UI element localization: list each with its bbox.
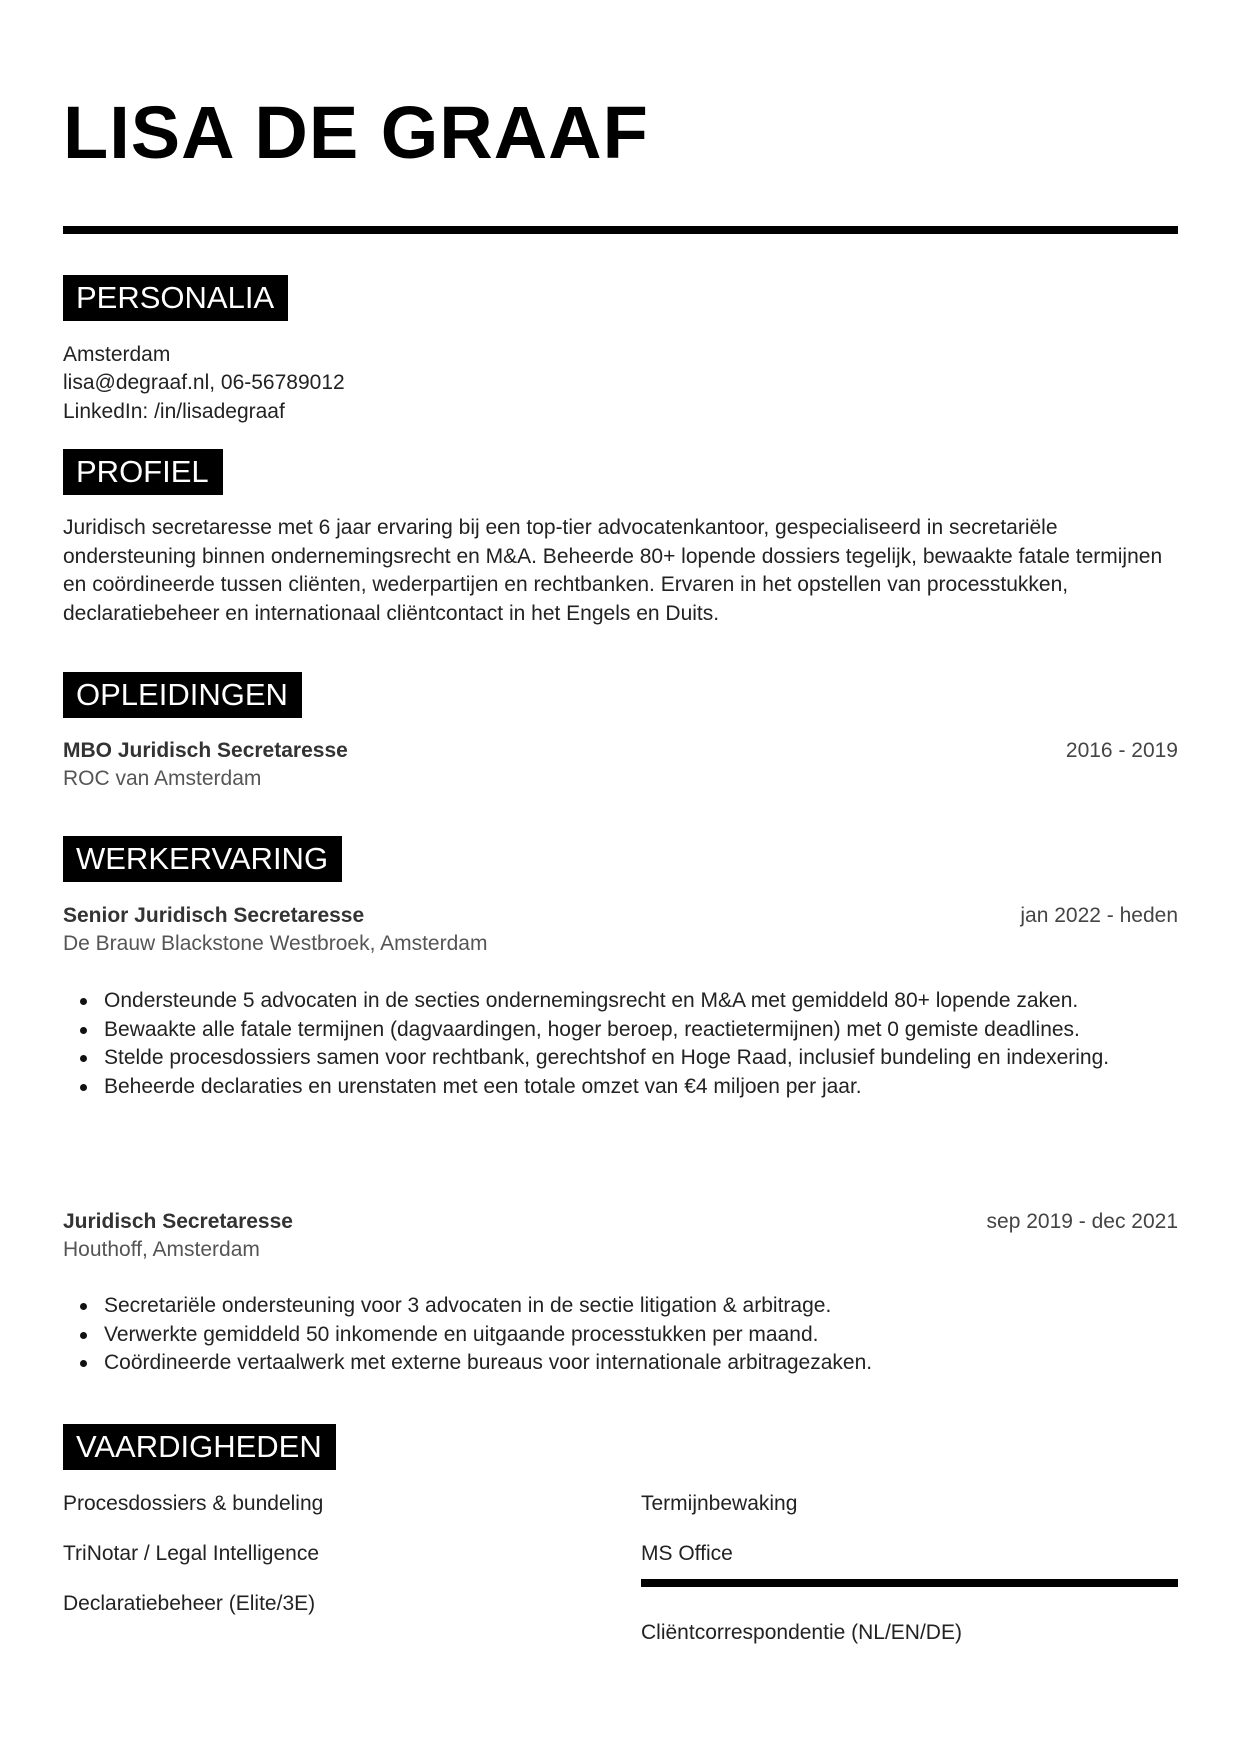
job-bullet: Ondersteunde 5 advocaten in de secties ondernemingsrecht en M&A met gemiddeld 80+ lopende zaken.: [104, 987, 1184, 1016]
education-period: 2016 - 2019: [1065, 739, 1178, 762]
profile-summary: Juridisch secretaresse met 6 jaar ervaring bij een top-tier advocatenkantoor, gespecialiseerd in secretariële ondersteuning binnen ondernemingsrecht en M&A. Beheerde 80+ lopende dossiers tegelijk, bewaakte fatale termijnen en coördineerde tussen cliënten, wederpartijen en rechtbanken. Ervaren in het opstellen van processtukken, declaratiebeheer en internationaal cliëntcontact in het Engels en Duits.: [63, 516, 1163, 625]
job-bullet: Verwerkte gemiddeld 50 inkomende en uitgaande processtukken per maand.: [104, 1321, 1184, 1350]
job-bullet: Coördineerde vertaalwerk met externe bureaus voor internationale arbitragezaken.: [104, 1349, 1184, 1378]
section-title-vaardigheden: VAARDIGHEDEN: [63, 1424, 336, 1470]
section-title-profiel: PROFIEL: [63, 449, 223, 495]
section-title-personalia: PERSONALIA: [63, 275, 288, 321]
section-title-opleidingen: OPLEIDINGEN: [63, 672, 302, 718]
skill-item: Declaratiebeheer (Elite/3E): [63, 1592, 316, 1615]
skill-item: MS Office: [641, 1542, 733, 1565]
job-period: sep 2019 - dec 2021: [986, 1210, 1178, 1233]
skill-item: TriNotar / Legal Intelligence: [63, 1542, 320, 1565]
job-bullet: Secretariële ondersteuning voor 3 advocaten in de sectie litigation & arbitrage.: [104, 1292, 1184, 1321]
personalia-contact: lisa@degraaf.nl, 06-56789012: [63, 371, 345, 394]
skills-divider: [641, 1579, 1178, 1587]
job-role: Senior Juridisch Secretaresse: [63, 904, 365, 927]
education-degree: MBO Juridisch Secretaresse: [63, 739, 348, 762]
job-role: Juridisch Secretaresse: [63, 1210, 293, 1233]
job-bullet-list: [63, 1292, 1184, 1378]
job-bullet: Beheerde declaraties en urenstaten met een totale omzet van €4 miljoen per jaar.: [104, 1073, 1184, 1102]
skill-item: Cliëntcorrespondentie (NL/EN/DE): [641, 1621, 962, 1644]
header-divider: [63, 226, 1178, 234]
skill-item: Termijnbewaking: [641, 1492, 798, 1515]
job-period: jan 2022 - heden: [1020, 904, 1178, 927]
section-title-werkervaring: WERKERVARING: [63, 836, 342, 882]
job-bullet: Bewaakte alle fatale termijnen (dagvaardingen, hoger beroep, reactietermijnen) met 0 gemiste deadlines.: [104, 1016, 1184, 1045]
education-school: ROC van Amsterdam: [63, 767, 262, 790]
candidate-name: LISA DE GRAAF: [63, 91, 649, 174]
job-company: Houthoff, Amsterdam: [63, 1238, 260, 1261]
personalia-linkedin: LinkedIn: /in/lisadegraaf: [63, 400, 285, 423]
personalia-city: Amsterdam: [63, 343, 171, 366]
job-bullet: Stelde procesdossiers samen voor rechtbank, gerechtshof en Hoge Raad, inclusief bundeling en indexering.: [104, 1044, 1184, 1073]
job-company: De Brauw Blackstone Westbroek, Amsterdam: [63, 932, 488, 955]
job-bullet-list: [63, 987, 1184, 1101]
skill-item: Procesdossiers & bundeling: [63, 1492, 324, 1515]
